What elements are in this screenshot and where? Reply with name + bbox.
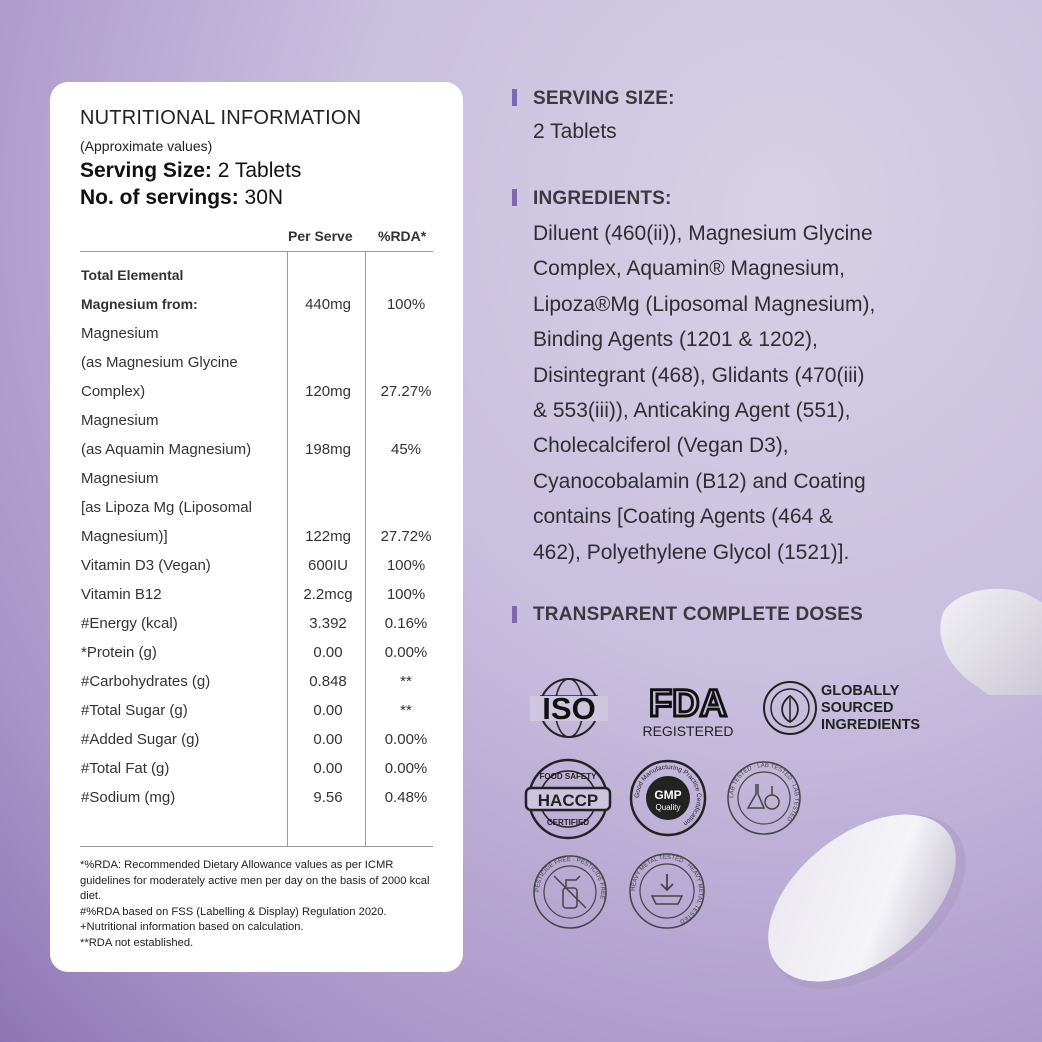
gmp-ring-text: Good Manufacturing Practice Certification <box>633 763 703 827</box>
ingredients-line: contains [Coating Agents (464 & <box>533 505 834 529</box>
per-serve-value: 120mg <box>305 383 351 400</box>
table-row <box>50 639 463 668</box>
global-sourcing-label <box>821 683 920 734</box>
rda-value: 0.00% <box>384 731 428 748</box>
approx-note: (Approximate values) <box>80 138 213 154</box>
table-row <box>50 581 463 610</box>
section-marker <box>512 189 517 206</box>
heavy-metal-tested-icon <box>628 852 706 930</box>
pesticide-free-icon <box>532 854 608 930</box>
per-serve-value: 3.392 <box>309 615 347 632</box>
nutrient-name: *Protein (g) <box>81 644 157 661</box>
table-row <box>50 465 463 494</box>
per-serve-value: 0.00 <box>313 702 343 719</box>
ingredients-line: Cyanocobalamin (B12) and Coating <box>533 469 866 493</box>
fda-badge-subtext: REGISTERED <box>642 723 734 739</box>
lab-ring-text: LAB TESTED · LAB TESTED · LAB TESTED <box>728 762 800 822</box>
table-row <box>50 668 463 697</box>
table-row <box>50 610 463 639</box>
table-row <box>50 291 463 320</box>
per-serve-value: 0.00 <box>313 731 343 748</box>
nutrient-name: #Energy (kcal) <box>81 615 178 632</box>
table-row <box>50 378 463 407</box>
haccp-badge-bottom: CERTIFIED <box>546 818 590 827</box>
servings-count-label: No. of servings: <box>80 186 239 209</box>
serving-size-value: 2 Tablets <box>211 159 302 182</box>
pesticide-ring-text: PESTICIDE FREE · PESTICIDE FREE <box>534 856 606 900</box>
nutrient-name: [as Lipoza Mg (Liposomal <box>81 499 252 516</box>
table-row <box>50 436 463 465</box>
serving-size-line <box>80 159 301 183</box>
ingredients-line: 462), Polyethylene Glycol (1521)]. <box>533 540 850 564</box>
ingredients-line: Binding Agents (1201 & 1202), <box>533 328 818 352</box>
ingredients-line: & 553(iii)), Anticaking Agent (551), <box>533 399 851 423</box>
footnotes <box>80 858 440 951</box>
rda-value: ** <box>400 702 412 719</box>
serving-section-value: 2 Tablets <box>533 120 617 143</box>
table-bottom-rule <box>80 846 433 847</box>
ingredients-line: Complex, Aquamin® Magnesium, <box>533 257 845 281</box>
nutrition-panel <box>50 82 463 972</box>
nutrient-name: Magnesium from: <box>81 296 198 312</box>
rda-value: 0.16% <box>384 615 428 632</box>
footnote-line: *%RDA: Recommended Dietary Allowance values as per ICMR guidelines for moderately active men per day on the basis of 2000 kcal diet. <box>80 859 430 902</box>
table-row <box>50 784 463 813</box>
per-serve-value: 122mg <box>305 528 351 545</box>
gmp-badge-subtext: Quality <box>655 803 681 812</box>
rda-value: 0.00% <box>384 760 428 777</box>
tablet-image <box>935 585 1042 695</box>
nutrient-name: Magnesium <box>81 325 159 342</box>
nutrition-title: NUTRITIONAL INFORMATION <box>80 107 362 129</box>
iso-badge-text: ISO <box>542 691 596 726</box>
table-row <box>50 349 463 378</box>
gmp-badge-icon <box>628 758 708 838</box>
per-serve-value: 440mg <box>305 296 351 313</box>
iso-badge-icon <box>528 676 610 740</box>
tablet-image <box>750 790 980 1010</box>
footnote-line: **RDA not established. <box>80 936 194 949</box>
nutrient-name: #Total Fat (g) <box>81 760 170 777</box>
nutrient-name: (as Magnesium Glycine <box>81 354 238 371</box>
table-row <box>50 726 463 755</box>
section-marker <box>512 89 517 106</box>
nutrient-name: (as Aquamin Magnesium) <box>81 441 252 458</box>
table-row <box>50 697 463 726</box>
servings-count-line <box>80 186 283 210</box>
nutrient-name: #Added Sugar (g) <box>81 731 200 748</box>
rda-value: 0.48% <box>384 789 428 806</box>
haccp-badge-text: HACCP <box>537 791 599 810</box>
per-serve-value: 600IU <box>307 557 349 574</box>
metal-ring-text: HEAVY METAL TESTED · HEAVY METAL TESTED <box>630 854 704 925</box>
serving-size-label: Serving Size: <box>80 159 212 182</box>
rda-value: 0.00% <box>384 644 428 661</box>
serving-section-title: SERVING SIZE: <box>533 88 675 109</box>
globe-leaf-icon <box>762 680 818 736</box>
footnote-line: #%RDA based on FSS (Labelling & Display) Regulation 2020. +Nutritional information based on calculation. <box>80 905 387 933</box>
table-row <box>50 494 463 523</box>
per-serve-value: 198mg <box>305 441 351 458</box>
nutrient-name: #Total Sugar (g) <box>81 702 188 719</box>
fda-badge-icon <box>640 680 736 740</box>
table-row <box>50 552 463 581</box>
rda-value: 100% <box>386 296 426 313</box>
per-serve-value: 0.00 <box>313 644 343 661</box>
section-marker <box>512 606 517 623</box>
rda-value: 45% <box>390 441 422 458</box>
nutrient-name: Complex) <box>81 383 146 400</box>
haccp-badge-icon <box>524 757 612 841</box>
ingredients-text <box>533 216 973 570</box>
rda-value: 100% <box>386 586 426 603</box>
ingredients-line: Disintegrant (468), Glidants (470(iii) <box>533 363 865 387</box>
nutrient-name: Vitamin B12 <box>81 586 162 603</box>
table-row <box>50 262 463 291</box>
nutrient-name: #Sodium (mg) <box>81 789 176 806</box>
rda-value: 27.72% <box>380 528 432 545</box>
nutrient-name: Vitamin D3 (Vegan) <box>81 557 211 574</box>
rda-value: ** <box>400 673 412 690</box>
table-row <box>50 523 463 552</box>
column-header-rda: %RDA* <box>378 228 427 244</box>
table-top-rule <box>80 251 433 252</box>
global-sourcing-line: INGREDIENTS <box>821 717 921 733</box>
rda-value: 100% <box>386 557 426 574</box>
ingredients-line: Diluent (460(ii)), Magnesium Glycine <box>533 222 873 245</box>
nutrient-name: #Carbohydrates (g) <box>81 673 211 690</box>
doses-section-title: TRANSPARENT COMPLETE DOSES <box>533 604 863 625</box>
svg-text:PESTICIDE FREE · PESTICIDE FRE <box>535 857 605 900</box>
nutrient-name: Magnesium)] <box>81 528 168 545</box>
table-row <box>50 407 463 436</box>
per-serve-value: 2.2mcg <box>303 586 353 603</box>
haccp-badge-top: FOOD SAFETY <box>539 772 597 781</box>
fda-badge-text: FDA <box>648 683 728 725</box>
gmp-badge-text: GMP <box>654 788 682 802</box>
ingredients-line: Cholecalciferol (Vegan D3), <box>533 434 789 458</box>
table-row <box>50 320 463 349</box>
per-serve-value: 0.848 <box>309 673 347 690</box>
ingredients-section-title: INGREDIENTS: <box>533 188 672 209</box>
nutrient-name: Total Elemental <box>81 267 184 283</box>
global-sourcing-line: GLOBALLY <box>821 683 900 699</box>
ingredients-line: Lipoza®Mg (Liposomal Magnesium), <box>533 292 876 316</box>
per-serve-value: 9.56 <box>313 789 343 806</box>
nutrient-name: Magnesium <box>81 470 159 487</box>
table-row <box>50 755 463 784</box>
rda-value: 27.27% <box>380 383 432 400</box>
nutrient-name: Magnesium <box>81 412 159 429</box>
column-header-per-serve: Per Serve <box>288 228 353 244</box>
global-sourcing-line: SOURCED <box>821 700 894 716</box>
servings-count-value: 30N <box>238 186 284 209</box>
per-serve-value: 0.00 <box>313 760 343 777</box>
